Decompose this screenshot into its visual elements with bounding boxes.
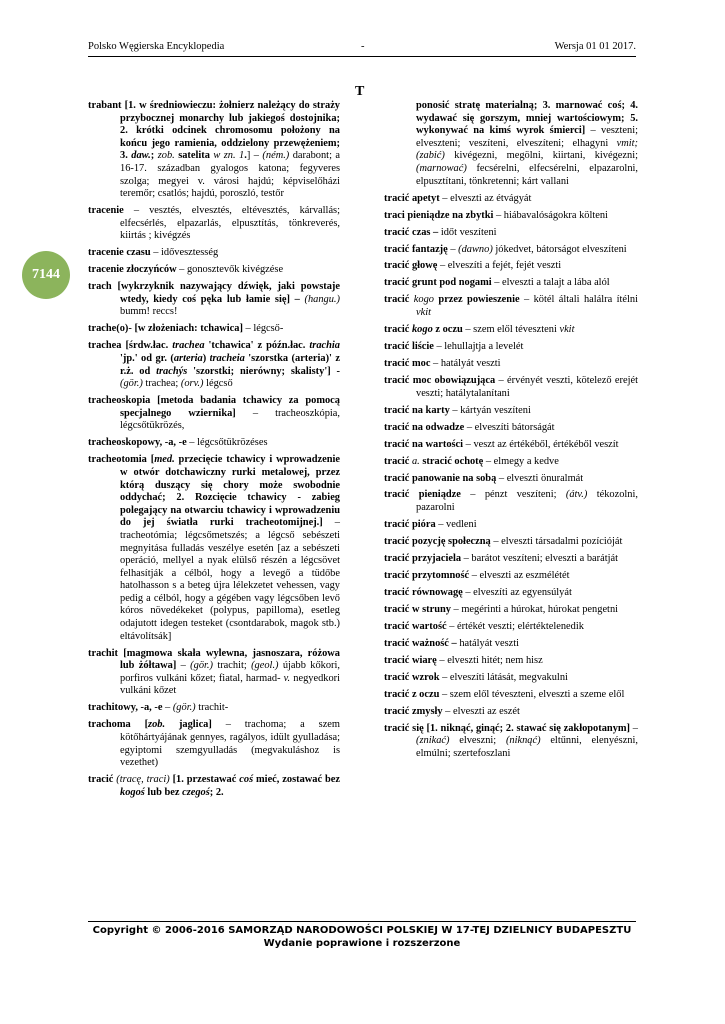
dictionary-entry [88,719,340,769]
header-rule [88,56,636,57]
entry-text: bumm! reccs! [120,306,178,318]
entry-text: przez powieszenie [434,294,520,306]
entry-text: – elveszti a talajt a lába alól [491,277,610,289]
entry-text: lub bez [144,786,183,798]
entry-text: 'tchawica' z późn.łac. [204,340,310,352]
entry-text: tracić na karty [384,404,450,416]
entry-text: tracić wartość [384,620,447,632]
entry-text: 'szorstki; nierówny; skalisty'] - [187,365,340,377]
entry-text: trachitowy, -a, -e [88,702,163,714]
dictionary-entry [88,340,340,390]
entry-text: tracić z oczu [384,688,440,700]
entry-text: tracić pozycję społeczną [384,536,491,548]
dictionary-entry [384,638,638,651]
entry-text: (znikać) [416,735,450,747]
entry-text: tracić pióra [384,519,436,531]
entry-text: vkit [559,324,575,336]
entry-text: tracić moc [384,358,431,369]
dictionary-entry [88,454,340,643]
entry-text: stracić ochotę [419,455,484,467]
entry-text: tracić w struny [384,603,451,615]
entry-text: – [162,702,173,714]
entry-text: traci pieniądze na zbytki [384,209,494,221]
entry-text: tracić ważność – [384,637,457,649]
entry-text: – hatályát veszti [430,358,501,369]
dictionary-entry [88,648,340,698]
entry-text: trach [wykrzyknik nazywający dźwięk, jaki powstaje wtedy, kiedy coś pęka lub łamie się] – [88,281,340,305]
header-title: Polsko Węgierska Encyklopedia [88,41,225,52]
entry-text: – értékét veszti; elértéktelenedik [446,620,584,632]
dictionary-entry [384,587,638,600]
entry-text: – elveszíti az egyensúlyát [462,587,572,598]
entry-text: hatályát veszti [456,637,520,649]
entry-text: tracić na odwadze [384,421,465,433]
entry-text: időt veszíteni [438,226,497,238]
entry-text: tracić przyjaciela [384,553,462,565]
entry-text: – elmegy a kedve [483,455,559,467]
dictionary-entry [384,405,638,418]
entry-text: tracić [88,774,114,786]
entry-text: vkit [416,307,431,319]
entry-text: mieć, zostawać bez [253,774,340,786]
entry-text: – lehullajtja a levelét [433,341,524,353]
entry-text: trabant [1. w średniowieczu: żołnierz należący do straży przybocznej monarchy lub jakiegoś dostojnika; 2. krótki odcinek chromosomu położony na końcu jego ramienia, oddzielony przewężeniem; 3. [88,100,340,162]
entry-text: – gonosztevők kivégzése [176,264,284,276]
entry-text: arteria [173,353,203,365]
entry-text: – kötél általi halálra ítélni [519,294,638,306]
footer-rule [88,921,636,922]
entry-text: darabont; a 16-17. században gyalogos katona; fegyveres szolga; megyei v. városi hajdú; képviselőházi teremőr; csatlós; hajdú, poroszló, testőr [120,150,341,200]
entry-text: zob. [148,719,166,731]
entry-text: – légcső- [242,323,284,335]
entry-text: tracić [384,294,414,306]
entry-text: przecięcie tchawicy i wprowadzenie w otwór dotchawiczny rurki metalowej, przez którą duszący się chory może swobodnie oddychać; 2. Rozcięcie tchawicy - zabieg polegający na otwarciu tchawicy i wprowadzeniu do jej światła rurki tracheotomijnej.] [120,454,340,529]
section-letter: T [355,84,365,99]
entry-text: – szem elől téveszteni, elveszti a szeme elől [439,688,625,700]
entry-text: trachea [śrdw.łac. [88,340,173,352]
dictionary-entry [88,264,340,277]
entry-text: – megérinti a húrokat, húrokat pengetni [450,603,619,615]
dictionary-entry [88,247,340,260]
entry-text: 'jp.' od gr. ( [120,353,174,365]
dictionary-entry [384,553,638,566]
page-number-badge [22,251,70,299]
entry-text: – veszt az értékéből, értékéből veszít [463,438,619,450]
entry-text: daw. [131,150,151,162]
entry-text: trachýs [156,365,188,377]
entry-text: – [447,243,459,255]
entry-text: trachea; [142,378,181,390]
entry-text: – tracheotómia; légcsőmetszés; a légcső sebészeti megnyitása fulladás veszélye esetén [az a sebészeti operáció, mellyel a nyak elülső részén a légcsövet felhasítják a célból, hogy a levegő a tüdőbe hatolhasson s a beteg újra lélekzetet vehessen, vagy pedig a célból, hogy a gégében vagy légcsőben levő kóros növedékeket (polypus, papilloma), esetleg odajutott idegen testeket (csontdarabok, magok stb.) eltávolítsák] [120,517,340,642]
entry-text: (gör.) [120,378,143,390]
entry-continuation [384,100,638,188]
dictionary-entry [384,723,638,761]
entry-text: kogoś [120,786,145,798]
dictionary-entry [88,281,340,319]
dictionary-entry [88,205,340,243]
entry-text: . [244,150,247,162]
entry-text: 'szorstka (arteria)' z r.ż. od [120,353,340,377]
entry-text: tracić wiarę [384,654,437,666]
dictionary-entry [384,570,638,583]
dictionary-entry [384,341,638,354]
dictionary-entry [88,323,340,336]
dictionary-entry [384,260,638,273]
entry-text: tracić równowagę [384,587,463,598]
entry-text: – elveszti társadalmi pozícióját [490,536,623,548]
entry-text: tracić na wartości [384,438,464,450]
entry-text: [1. przestawać [169,774,240,786]
dictionary-entry [384,244,638,257]
entry-text: kogo [413,294,434,306]
dictionary-entry [384,294,638,319]
dictionary-entry [384,604,638,617]
entry-text: – [630,722,638,734]
entry-text: – vesztés, elvesztés, eltévesztés, kárvallás; elfecsérlés, elpazarlás, elpusztítás, tönkreverés, kiirtás ; kivégzés [120,205,340,242]
entry-text: légcső [203,378,233,390]
entry-text: (niknąć) [505,735,541,747]
entry-text: tracić apetyt [384,192,440,204]
entry-text: elveszni; [449,735,506,747]
entry-text: tracić głowę [384,260,438,272]
entry-text: (marnować) [416,162,467,174]
entry-text: – elveszti az eszmélétét [469,570,570,582]
entry-text: – idővesztesség [150,247,219,259]
entry-text: tracić czas – [384,226,439,238]
entry-text: (átv.) [565,489,588,501]
dictionary-entry [384,473,638,486]
entry-text: tracić grunt pod nogami [384,277,492,289]
entry-text: tracheia [209,353,245,365]
entry-text: – elveszíti a fejét, fejét veszti [437,260,562,272]
entry-text: – pénzt veszíteni; [460,489,566,501]
entry-text: tracenie czasu [88,247,151,259]
dictionary-entry [88,437,340,450]
entry-text: trachit; [212,660,252,672]
entry-text: tracić zmysły [384,705,443,717]
entry-text: vmit; (zabić) [416,137,638,162]
entry-text: – elveszti hitét; nem hisz [436,654,543,666]
entry-text: zob. [157,150,175,162]
dictionary-entry [384,456,638,469]
entry-text: tracić wzrok [384,671,440,683]
entry-text: ] – [246,150,263,162]
entry-text: – veszteni; elveszteni; veszíteni, elveszíteni; elhagyni [416,125,638,149]
dictionary-entry [384,536,638,549]
dictionary-entry [384,193,638,206]
entry-text: z oczu [432,324,463,336]
entry-text: tracić pieniądze [384,489,461,501]
entry-text: tracheotomia [ [88,454,155,466]
entry-text: coś [239,774,254,786]
entry-text: (orv.) [180,378,204,390]
entry-text: w zn. 1 [213,150,245,162]
dictionary-entry [384,689,638,702]
entry-text: (gör.) [190,660,213,672]
entry-text: – vedleni [435,519,477,531]
entry-text: tracheoskopowy, -a, -e [88,437,187,449]
entry-text: trache(o)- [w złożeniach: tchawica] [88,323,243,335]
entry-text: – kártyán veszíteni [449,404,531,416]
dictionary-entry [384,210,638,223]
entry-text: v. [283,672,291,684]
dictionary-entry [384,655,638,668]
entry-text: – elveszti az eszét [442,705,520,717]
dictionary-entry [384,439,638,452]
footer-edition: Wydanie poprawione i rozszerzone [263,938,461,949]
entry-text: tracić [384,324,412,336]
header-separator: - [361,41,365,52]
entry-text: tracenie złoczyńców [88,264,177,276]
entry-text: tracić [384,455,412,467]
entry-text: – barátot veszíteni; elveszti a barátját [461,553,618,565]
entry-text: eltűnni, elenyészni, elmúlni; szertefoszlani [416,735,638,760]
dictionary-entry [88,774,340,799]
page-number: 7144 [32,267,60,282]
entry-text: (ném.) [262,150,290,162]
dictionary-entry [88,395,340,433]
dictionary-entry [384,324,638,337]
entry-text: tracić panowanie na sobą [384,472,497,484]
entry-text: kivégezni, megölni, kiirtani, kivégezni; [444,150,638,162]
entry-text: tracheoskopia [metoda badania tchawicy za pomocą specjalnego wziernika] [88,395,340,419]
entry-text: (gör.) [172,702,196,714]
entry-text: negyedkori vulkáni kőzet [120,672,340,697]
left-column [88,100,340,804]
entry-text: (hangu.) [304,293,340,305]
entry-text: tracić moc obowiązująca [384,374,496,386]
entry-text: – tracheoszkópia, légcsőtükrözés, [120,407,340,432]
dictionary-entry [384,358,638,371]
entry-text: trachia [309,340,341,352]
entry-text: satelita [174,150,214,162]
entry-text: (tracę, traci) [116,774,170,786]
entry-text: ) [202,353,210,365]
entry-text: (dawno) [458,243,493,255]
dictionary-entry [384,375,638,400]
entry-text: tracenie [88,205,124,217]
page-header [88,41,636,55]
dictionary-entry [88,702,340,715]
entry-text: tracić się [1. niknąć, ginąć; 2. stawać się zakłopotanym] [384,722,630,734]
entry-text: – elveszti az étvágyát [439,192,532,204]
entry-text: jókedvet, bátorságot elveszíteni [492,243,627,255]
dictionary-entry [384,519,638,532]
entry-text: (geol.) [251,660,279,672]
entry-text: – légcsőtükrözéses [186,437,268,449]
dictionary-entry [384,706,638,719]
dictionary-entry [384,672,638,685]
entry-text: – szem elől téveszteni [462,324,560,336]
entry-text: jaglica] [165,719,212,731]
entry-text: a. [411,455,420,467]
dictionary-entry [384,621,638,634]
entry-text: – elveszíti látását, megvakulni [439,671,568,683]
entry-text: tracić liście [384,341,434,353]
right-column [384,100,638,765]
entry-text: trachea [172,340,205,352]
dictionary-entry [384,277,638,290]
entry-text: ; [150,150,158,162]
entry-text: fecsérelni, elfecsérelni, elpazarolni, elpusztítani, tönkretenni; kárt vallani [416,162,638,187]
entry-text: trachoma [ [88,719,149,731]
entry-text: tracić fantazję [384,243,448,255]
entry-text: – hiábavalóságokra költeni [493,209,608,221]
header-version: Wersja 01 01 2017. [554,41,636,52]
entry-text: tracić przytomność [384,570,470,582]
entry-text: – trachoma; a szem kötőhártyájának gennyes, ragályos, idült gyulladása; egyiptomi szemgyulladás (megvakuláshoz is vezethet) [120,719,340,769]
entry-text: ; 2. [209,786,224,798]
dictionary-entry [384,227,638,240]
dictionary-entry [88,100,340,201]
entry-text: újabb kőkori, porfiros vulkáni kőzet; fiatal, harmad- [120,660,340,684]
entry-text: ponosić stratę materialną; 3. marnować coś; 4. wydawać się gorszym, mniej wartościowym; 5. wykonywać na kimś wyrok śmierci] [416,100,638,137]
entry-text: – elveszti önuralmát [496,472,584,484]
entry-text: trachit [magmowa skała wylewna, jasnoszara, różowa lub żółtawa] [88,647,340,672]
entry-text: trachit- [195,702,229,714]
footer-copyright: Copyright © 2006-2016 SAMORZĄD NARODOWOŚCI POLSKIEJ W 17-TEJ DZIELNICY BUDAPESZTU [92,925,632,936]
entry-text: – elveszíti bátorságát [464,421,555,433]
entry-text: kogo [411,324,433,336]
dictionary-entry [384,422,638,435]
entry-text: – [176,660,191,672]
dictionary-entry [384,489,638,514]
entry-text: med. [154,454,175,466]
entry-text: tékozolni, pazarolni [416,489,638,514]
entry-text: – érvényét veszti, kötelező erejét veszti; hatálytalanítani [416,374,638,399]
entry-text: czegoś [182,786,210,798]
